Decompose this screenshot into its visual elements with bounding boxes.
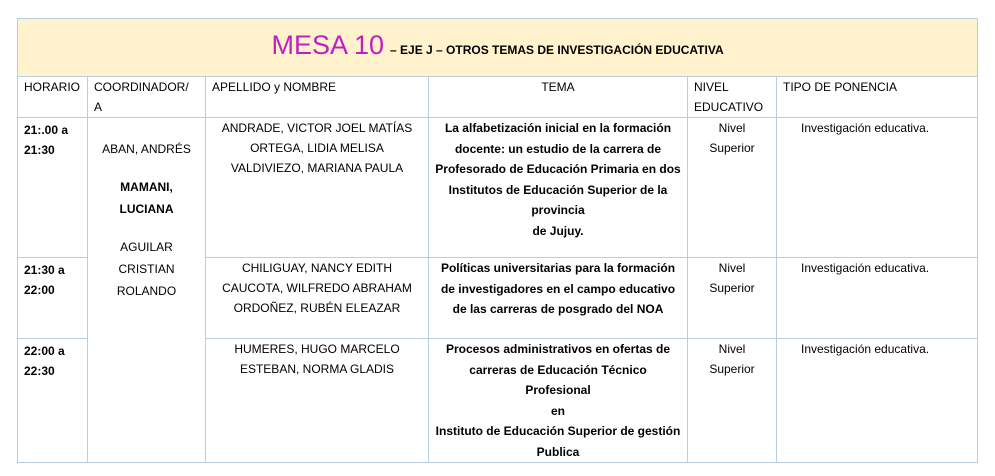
tema-line: de las carreras de posgrado del NOA [452, 302, 664, 316]
horario-end: 22:00 [24, 283, 55, 297]
nivel-line1: Nivel [718, 342, 746, 356]
tema-line: carreras de Educación Técnico Profesional [469, 362, 647, 397]
nivel-line2: Superior [709, 362, 755, 376]
tema-line: Procesos administrativos en ofertas de [445, 342, 671, 356]
horario-cell [18, 258, 88, 339]
tema-line: de investigadores en el campo educativo [440, 281, 676, 296]
header-coordinador-line1: COORDINADOR/ [94, 80, 189, 94]
header-tipo [777, 77, 978, 118]
coordinator-cell [88, 118, 206, 463]
tema-line: Políticas universitarias para la formación [440, 261, 676, 275]
tipo-cell [777, 118, 978, 258]
header-nivel-line1: NIVEL [694, 80, 729, 94]
tipo-label: Investigación educativa. [801, 121, 930, 135]
nivel-cell [688, 118, 777, 258]
tema-line: Publica [536, 444, 580, 459]
header-coordinador-line2: A [94, 100, 103, 114]
horario-start: 21:30 a [24, 263, 65, 277]
header-tema [429, 77, 688, 118]
header-nivel-line2: EDUCATIVO [694, 100, 764, 114]
horario-cell [18, 339, 88, 463]
header-horario-label: HORARIO [24, 80, 81, 94]
tipo-cell [777, 258, 978, 339]
nivel-line1: Nivel [718, 121, 746, 135]
author-name: ESTEBAN, NORMA GLADIS [239, 362, 395, 376]
tipo-cell [777, 339, 978, 463]
nivel-line2: Superior [709, 281, 755, 295]
coordinator-1: ABAN, ANDRÉS [102, 142, 191, 156]
names-cell [206, 258, 429, 339]
header-coordinador [88, 77, 206, 118]
tema-line: de Jujuy. [532, 223, 584, 238]
horario-start: 22:00 a [24, 344, 65, 358]
tema-cell [429, 339, 688, 463]
tema-line: Institutos de Educación Superior de la [448, 182, 668, 197]
coordinator-3-line1: AGUILAR [120, 240, 173, 254]
coordinator-3-line3: ROLANDO [116, 284, 177, 298]
nivel-line2: Superior [709, 141, 755, 155]
nivel-line1: Nivel [718, 261, 746, 275]
names-cell [206, 339, 429, 463]
author-name: HUMERES, HUGO MARCELO [234, 342, 400, 356]
tema-line: docente: un estudio de la carrera de [454, 141, 662, 156]
header-apellido [206, 77, 429, 118]
horario-end: 21:30 [24, 143, 55, 157]
tipo-label: Investigación educativa. [801, 261, 930, 275]
tema-line: Profesorado de Educación Primaria en dos [435, 162, 681, 176]
header-apellido-label: APELLIDO y NOMBRE [212, 80, 337, 94]
header-horario [18, 77, 88, 118]
coordinator-3-line2: CRISTIAN [118, 262, 175, 276]
header-tema-label: TEMA [541, 80, 575, 94]
tema-line: provincia [531, 203, 585, 217]
header-nivel [688, 77, 777, 118]
header-tipo-label: TIPO DE PONENCIA [783, 80, 898, 94]
tema-cell [429, 118, 688, 258]
table-row [18, 118, 978, 258]
tema-line: Instituto de Educación Superior de gestión [435, 424, 681, 438]
author-name: CHILIGUAY, NANCY EDITH [241, 261, 393, 275]
coordinator-2-line1: MAMANI, [120, 180, 173, 194]
author-name: CAUCOTA, WILFREDO ABRAHAM [222, 281, 412, 295]
nivel-cell [688, 258, 777, 339]
author-name: ORDOÑEZ, RUBÉN ELEAZAR [233, 301, 401, 315]
tema-cell [429, 258, 688, 339]
header-row [18, 77, 978, 118]
nivel-cell [688, 339, 777, 463]
author-name: ORTEGA, LIDIA MELISA [250, 141, 384, 155]
horario-end: 22:30 [24, 364, 55, 378]
mesa-table [17, 18, 978, 463]
coordinator-2-line2: LUCIANA [119, 202, 174, 216]
horario-cell [18, 118, 88, 258]
mesa-title: MESA 10 [271, 30, 385, 60]
names-cell [206, 118, 429, 258]
horario-start: 21:.00 a [24, 123, 69, 137]
tipo-label: Investigación educativa. [801, 342, 930, 356]
title-cell [18, 19, 978, 77]
author-name: VALDIVIEZO, MARIANA PAULA [230, 161, 404, 175]
tema-line: en [550, 403, 565, 418]
author-name: ANDRADE, VICTOR JOEL MATÍAS [221, 121, 413, 135]
tema-line: La alfabetización inicial en la formación [444, 121, 672, 135]
eje-subtitle: – EJE J – OTROS TEMAS DE INVESTIGACIÓN EDUCATIVA [390, 43, 724, 57]
